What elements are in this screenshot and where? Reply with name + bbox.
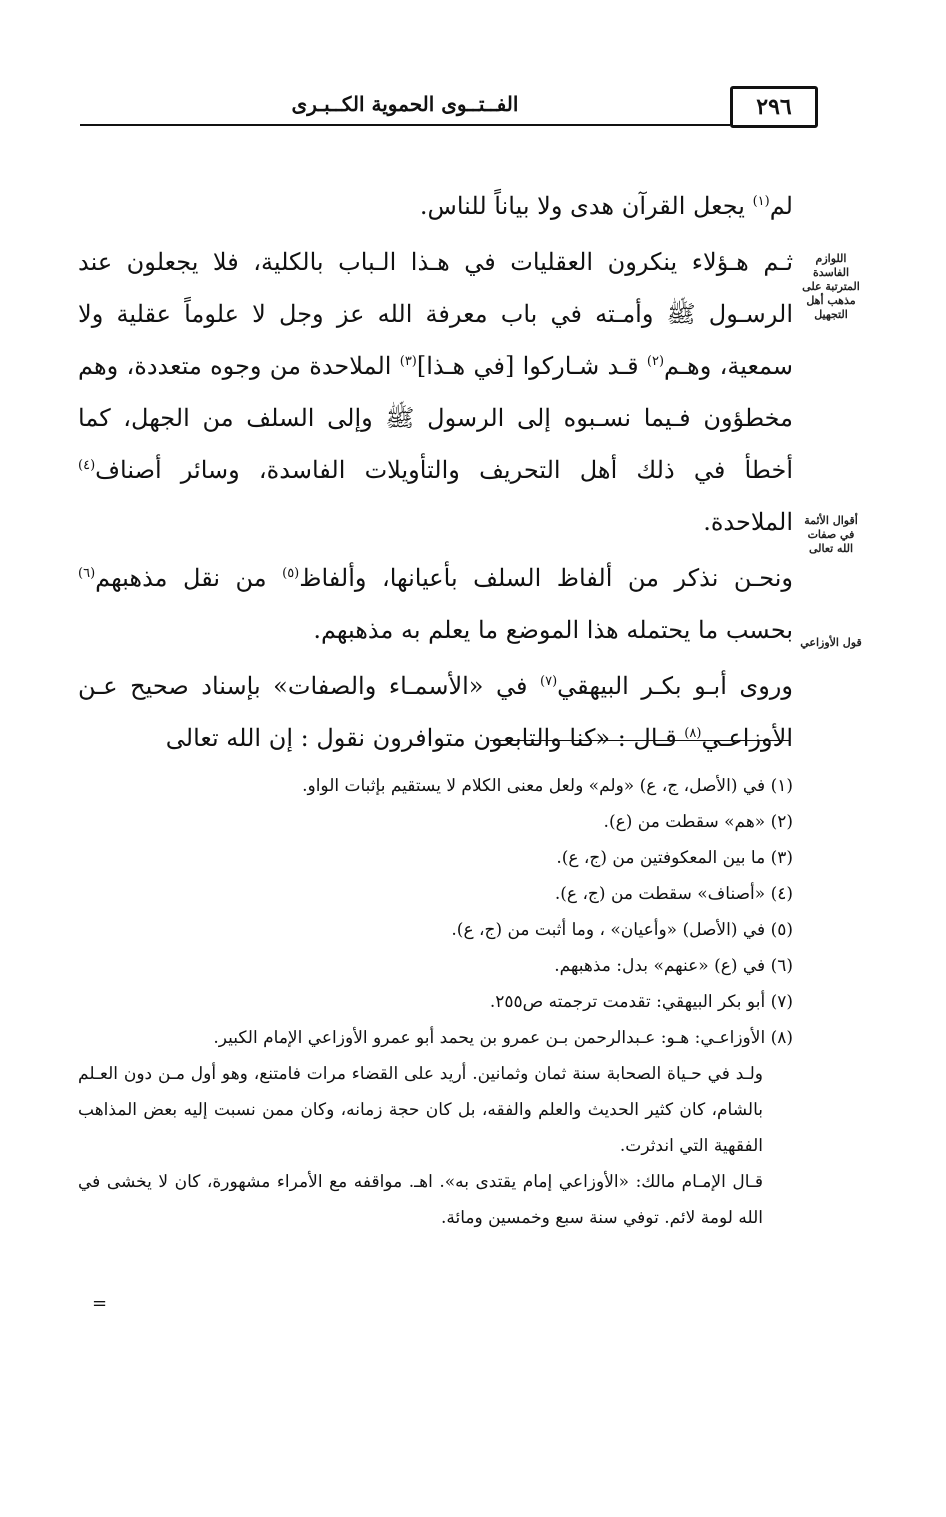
page-number-text: ٢٩٦ [756, 94, 792, 120]
text-run: قـد شـاركوا [في هـذا] [416, 352, 647, 380]
text-run: ونحـن نذكر من ألفاظ السلف بأعيانها، وألفاظ [299, 564, 793, 592]
margin-note-imams-sayings: أقوال الأئمة في صفات الله تعالى [804, 514, 858, 555]
text-run: الملاحدة من وجوه متعددة، وهم مخطؤون فـيما نسـبوه إلى الرسول ﷺ وإلى السلف من الجهل، كما أخطأ في ذلك أهل التحريف والتأويلات الفاسدة، وسائر أصناف [78, 352, 793, 484]
text-run: بحسب ما يحتمله هذا الموضع ما يعلم به مذهبهم. [313, 616, 793, 644]
footnote-ref: (٣) [399, 354, 417, 369]
footnote-separator [490, 740, 790, 741]
paragraph-4 [78, 660, 793, 764]
footnote-5: (٥) في (الأصل) «وأعيان» ، وما أثبت من (ج، ع). [451, 920, 793, 940]
footnote-continues-mark: = [92, 1293, 108, 1314]
footnote-4: (٤) «أصناف» سقطت من (ج، ع). [554, 884, 793, 904]
footnotes [78, 768, 793, 1236]
footnote-1: (١) في (الأصل، ج، ع) «ولم» ولعل معنى الكلام لا يستقيم بإثبات الواو. [302, 776, 793, 796]
footnote-8: (٨) الأوزاعـي: هـو: عـبدالرحمن بـن عمرو بن يحمد أبو عمرو الأوزاعي الإمام الكبير. [213, 1028, 793, 1048]
text-run: من نقل مذهبهم [95, 564, 283, 592]
footnote-ref: (٧) [540, 674, 558, 689]
text-run: يجعل القرآن هدى ولا بياناً للناس. [419, 192, 753, 220]
page-number [730, 86, 818, 128]
footnote-ref: (٤) [78, 458, 96, 473]
margin-note-consequences: اللوازم الفاسدة المترتبة على مذهب أهل التجهيل [802, 252, 860, 321]
footnote-7: (٧) أبو بكر البيهقي: تقدمت ترجمته ص٢٥٥. [489, 992, 793, 1012]
text-run: في «الأسمـاء والصفات» بإسناد صحيح عـن الأوزاعـي [78, 672, 793, 752]
text-run: قـال : «كنا والتابعون متوافرون نقول : إن الله تعالى [165, 724, 685, 752]
margin-note-awzai: قول الأوزاعي [800, 636, 862, 649]
header-rule [80, 124, 730, 126]
footnote-ref: (٢) [646, 354, 665, 369]
footnote-8-malik-quote: قـال الإمـام مالك: «الأوزاعي إمام يقتدى به». اهـ. مواقفه مع الأمراء مشهورة، كان لا يخشى في الله لومة لائم. توفي سنة سبع وخمسين ومائة. [78, 1172, 763, 1228]
main-text [78, 180, 793, 768]
text-run: لم [769, 192, 793, 220]
footnote-6: (٦) في (ع) «عنهم» بدل: مذهبهم. [554, 956, 793, 976]
paragraph-3 [78, 552, 793, 656]
running-header-title: الفــتــوى الحموية الكــبـرى [291, 92, 519, 116]
footnote-ref: (٨) [684, 726, 702, 741]
paragraph-2 [78, 236, 793, 548]
footnote-8-biography: ولـد في حـياة الصحابة سنة ثمان وثمانين. أريد على القضاء مرات فامتنع، وهو أول مـن دون العـلم بالشام، كان كثير الحديث والعلم والفقه، بل كان حجة زمانه، وكان ممن نسبت إليه بعض المذاهب الفقهية التي اندثرت. [78, 1064, 763, 1156]
footnote-ref: (٥) [282, 566, 300, 581]
paragraph-1 [78, 180, 793, 232]
text-run: وروى أبـو بكـر البيهقي [557, 672, 793, 700]
text-run: الملاحدة. [703, 508, 793, 536]
text-run: ثـم هـؤلاء ينكرون العقليات في هـذا الـباب بالكلية، فلا يجعلون عند الرسـول ﷺ وأمـته في باب معرفة الله عز وجل لا علوماً عقلية ولا سمعية، وهـم [78, 248, 794, 380]
footnote-ref: (٦) [78, 566, 96, 581]
footnote-2: (٢) «هم» سقطت من (ع). [603, 812, 793, 832]
footnote-ref: (١) [752, 194, 770, 209]
footnote-3: (٣) ما بين المعكوفتين من (ج، ع). [556, 848, 793, 868]
